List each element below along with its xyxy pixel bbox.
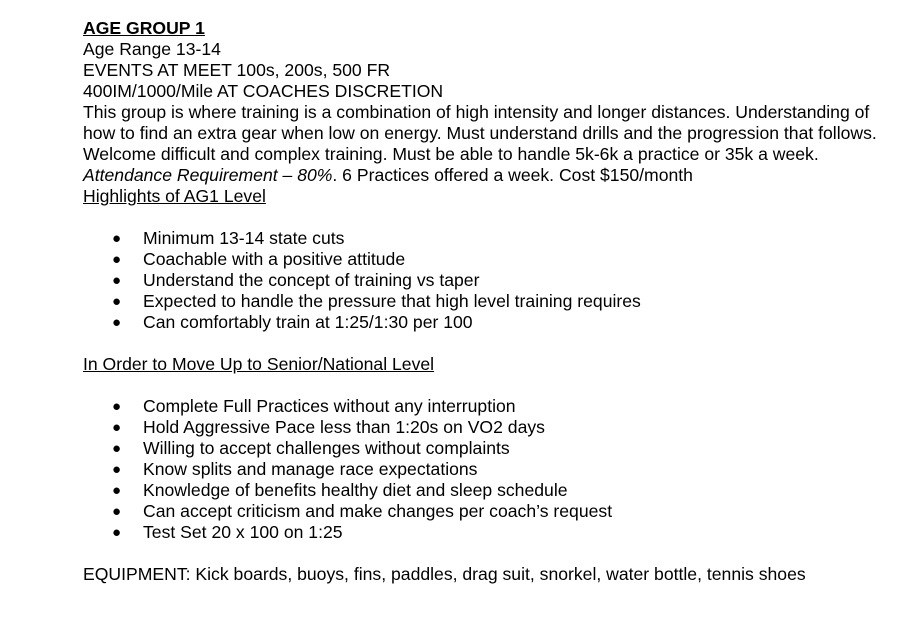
list-item-text: Hold Aggressive Pace less than 1:20s on VO2 days xyxy=(143,417,545,437)
list-item xyxy=(83,501,883,522)
document-body xyxy=(83,18,883,585)
age-range-text: Age Range 13-14 xyxy=(83,39,221,59)
attendance-line xyxy=(83,165,883,186)
bullet-icon: ● xyxy=(112,314,122,331)
move-up-list xyxy=(83,396,883,543)
bullet-icon: ● xyxy=(112,251,122,268)
bullet-icon: ● xyxy=(112,230,122,247)
list-item xyxy=(83,396,883,417)
highlights-heading: Highlights of AG1 Level xyxy=(83,186,266,206)
list-item-text: Minimum 13-14 state cuts xyxy=(143,228,345,248)
list-item xyxy=(83,228,883,249)
highlights-list xyxy=(83,228,883,333)
equipment-text: EQUIPMENT: Kick boards, buoys, fins, paddles, drag suit, snorkel, water bottle, tennis shoes xyxy=(83,564,806,584)
list-item xyxy=(83,522,883,543)
list-item-text: Can comfortably train at 1:25/1:30 per 100 xyxy=(143,312,473,332)
spacer xyxy=(83,543,883,564)
bullet-icon: ● xyxy=(112,482,122,499)
attendance-requirement-text: Attendance Requirement – 80% xyxy=(83,165,333,185)
attendance-details-text: . 6 Practices offered a week. Cost $150/month xyxy=(332,165,693,185)
spacer xyxy=(83,333,883,354)
list-item-text: Knowledge of benefits healthy diet and sleep schedule xyxy=(143,480,568,500)
bullet-icon: ● xyxy=(112,524,122,541)
bullet-icon: ● xyxy=(112,503,122,520)
list-item-text: Know splits and manage race expectations xyxy=(143,459,478,479)
list-item xyxy=(83,312,883,333)
spacer xyxy=(83,207,883,228)
bullet-icon: ● xyxy=(112,398,122,415)
list-item-text: Complete Full Practices without any interruption xyxy=(143,396,516,416)
page-title: AGE GROUP 1 xyxy=(83,18,205,38)
bullet-icon: ● xyxy=(112,419,122,436)
list-item xyxy=(83,480,883,501)
bullet-icon: ● xyxy=(112,293,122,310)
list-item xyxy=(83,291,883,312)
bullet-icon: ● xyxy=(112,440,122,457)
list-item xyxy=(83,417,883,438)
list-item-text: Test Set 20 x 100 on 1:25 xyxy=(143,522,343,542)
events-text: EVENTS AT MEET 100s, 200s, 500 FR xyxy=(83,60,391,80)
list-item-text: Coachable with a positive attitude xyxy=(143,249,406,269)
list-item-text: Willing to accept challenges without complaints xyxy=(143,438,510,458)
list-item xyxy=(83,249,883,270)
bullet-icon: ● xyxy=(112,461,122,478)
list-item xyxy=(83,459,883,480)
description-paragraph: This group is where training is a combination of high intensity and longer distances. Understanding of how to find an extra gear when low on energy. Must understand drills and the progression that follows. Welcome difficult and complex training. Must be able to handle 5k-6k a practice or 35k a week. xyxy=(83,102,877,164)
bullet-icon: ● xyxy=(112,272,122,289)
list-item xyxy=(83,270,883,291)
list-item-text: Understand the concept of training vs taper xyxy=(143,270,480,290)
move-up-heading: In Order to Move Up to Senior/National Level xyxy=(83,354,435,374)
events-extra-text: 400IM/1000/Mile AT COACHES DISCRETION xyxy=(83,81,444,101)
list-item-text: Can accept criticism and make changes per coach’s request xyxy=(143,501,613,521)
spacer xyxy=(83,375,883,396)
list-item xyxy=(83,438,883,459)
list-item-text: Expected to handle the pressure that high level training requires xyxy=(143,291,641,311)
